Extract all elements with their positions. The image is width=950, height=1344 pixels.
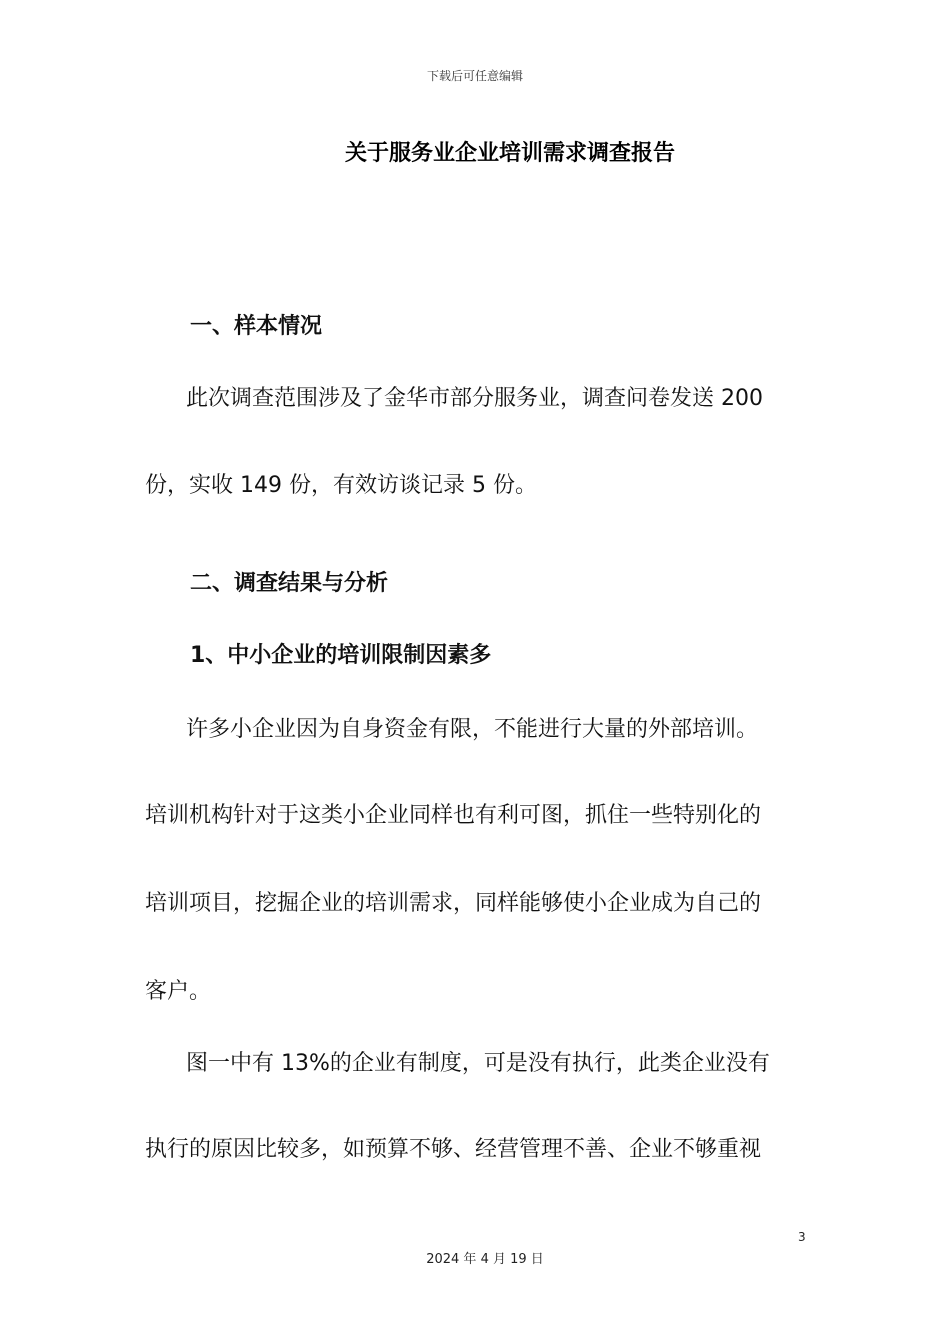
- paragraph-line: 份，实收 149 份，有效访谈记录 5 份。: [145, 473, 537, 498]
- page-number: 3: [798, 1230, 806, 1244]
- paragraph-line: 培训项目，挖掘企业的培训需求，同样能够使小企业成为自己的: [145, 891, 762, 916]
- document-title: 关于服务业企业培训需求调查报告: [344, 141, 675, 166]
- paragraph-line: 执行的原因比较多，如预算不够、经营管理不善、企业不够重视: [145, 1137, 762, 1162]
- subsection-heading-1: 1、中小企业的培训限制因素多: [190, 643, 492, 668]
- header-note: 下载后可任意编辑: [426, 69, 523, 83]
- paragraph-line: 图一中有 13%的企业有制度，可是没有执行，此类企业没有: [186, 1051, 770, 1076]
- paragraph-line: 客户。: [145, 979, 212, 1004]
- footer-date: 2024 年 4 月 19 日: [426, 1252, 544, 1267]
- paragraph-line: 此次调查范围涉及了金华市部分服务业，调查问卷发送 200: [186, 386, 763, 411]
- paragraph-line: 培训机构针对于这类小企业同样也有利可图，抓住一些特别化的: [145, 803, 762, 828]
- section-heading-2: 二、调查结果与分析: [190, 571, 389, 596]
- paragraph-line: 许多小企业因为自身资金有限，不能进行大量的外部培训。: [186, 717, 759, 742]
- section-heading-1: 一、样本情况: [190, 314, 323, 339]
